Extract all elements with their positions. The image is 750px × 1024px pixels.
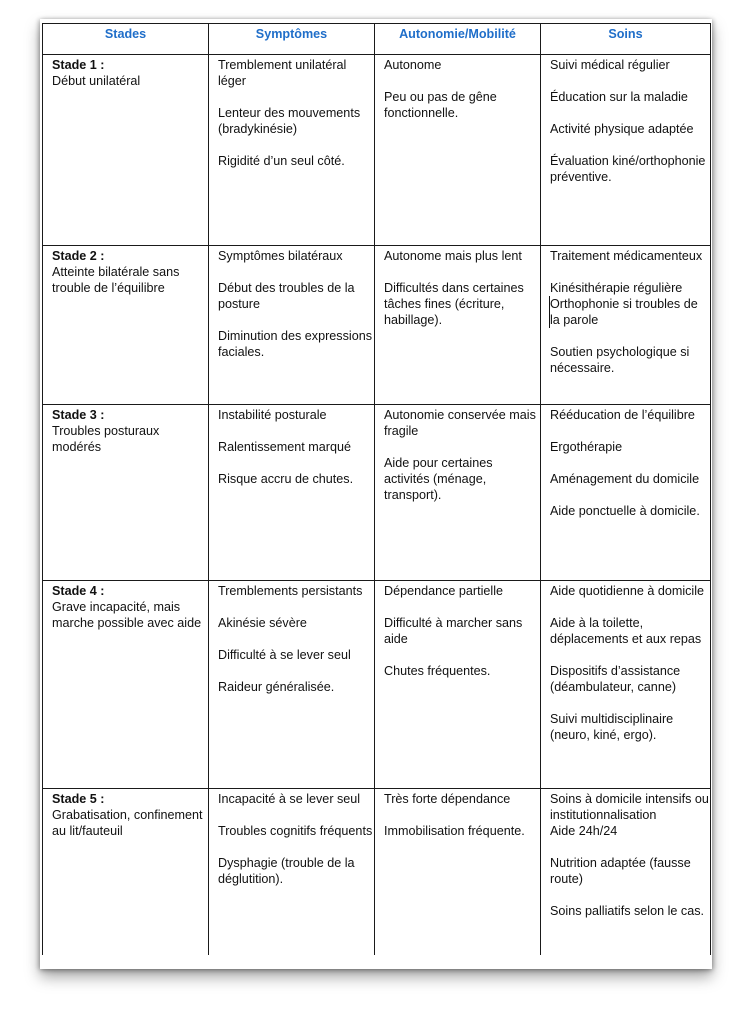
stage-description: Début unilatéral <box>52 74 141 88</box>
symptom-item: Troubles cognitifs fréquents <box>218 824 373 838</box>
autonomy-item: Autonome mais plus lent <box>384 249 522 263</box>
care-item: Suivi médical régulier <box>550 58 670 72</box>
symptoms-cell <box>209 55 375 246</box>
stage-description: Troubles posturaux modérés <box>52 424 160 454</box>
care-item: Kinésithérapie régulière <box>550 281 683 295</box>
autonomy-item: Très forte dépendance <box>384 792 511 806</box>
care-item: Rééducation de l’équilibre <box>550 408 695 422</box>
care-item: Aménagement du domicile <box>550 472 700 486</box>
symptom-item: Lenteur des mouvements (bradykinésie) <box>218 106 361 136</box>
care-cell <box>541 55 711 246</box>
document-page <box>40 19 712 969</box>
header-stades: Stades <box>43 24 209 55</box>
symptom-item: Incapacité à se lever seul <box>218 792 361 806</box>
symptoms-cell <box>209 789 375 956</box>
care-item: Éducation sur la maladie <box>550 90 688 104</box>
symptom-item: Tremblement unilatéral léger <box>218 58 347 88</box>
symptoms-cell <box>209 581 375 789</box>
care-item: Soutien psychologique si nécessaire. <box>550 345 690 375</box>
care-item: Nutrition adaptée (fausse route) <box>550 856 691 886</box>
care-item: Aide à la toilette, déplacements et aux repas <box>550 616 702 646</box>
symptom-item: Raideur généralisée. <box>218 680 335 694</box>
symptom-item: Ralentissement marqué <box>218 440 351 454</box>
autonomy-item: Immobilisation fréquente. <box>384 824 525 838</box>
table-row-stade-3 <box>43 405 711 581</box>
table-row-stade-1 <box>43 55 711 246</box>
stage-title: Stade 3 : <box>52 408 105 422</box>
stage-description: Grabatisation, confinement au lit/fauteuil <box>52 808 203 838</box>
symptoms-cell <box>209 405 375 581</box>
care-cell <box>541 405 711 581</box>
symptom-item: Difficulté à se lever seul <box>218 648 351 662</box>
table-row-stade-4 <box>43 581 711 789</box>
header-autonomie-mobilite: Autonomie/Mobilité <box>375 24 541 55</box>
symptom-item: Début des troubles de la posture <box>218 281 355 311</box>
stage-cell <box>43 55 209 246</box>
symptom-item: Risque accru de chutes. <box>218 472 354 486</box>
stage-cell <box>43 246 209 405</box>
stage-cell <box>43 581 209 789</box>
care-item: Aide 24h/24 <box>550 824 618 838</box>
care-cell <box>541 789 711 956</box>
autonomy-item: Difficultés dans certaines tâches fines (écriture, habillage). <box>384 281 524 327</box>
care-item: Ergothérapie <box>550 440 623 454</box>
symptom-item: Dysphagie (trouble de la déglutition). <box>218 856 355 886</box>
stage-title: Stade 1 : <box>52 58 105 72</box>
autonomy-cell <box>375 581 541 789</box>
autonomy-item: Chutes fréquentes. <box>384 664 491 678</box>
table-row-stade-5 <box>43 789 711 956</box>
autonomy-item: Autonomie conservée mais fragile <box>384 408 536 438</box>
stage-description: Grave incapacité, mais marche possible avec aide <box>52 600 202 630</box>
symptom-item: Symptômes bilatéraux <box>218 249 343 263</box>
autonomy-item: Aide pour certaines activités (ménage, transport). <box>384 456 493 502</box>
care-item: Traitement médicamenteux <box>550 249 703 263</box>
stage-title: Stade 2 : <box>52 249 105 263</box>
symptom-item: Rigidité d’un seul côté. <box>218 154 345 168</box>
stage-description: Atteinte bilatérale sans trouble de l’équilibre <box>52 265 180 295</box>
care-cell <box>541 581 711 789</box>
stage-cell <box>43 405 209 581</box>
autonomy-item: Peu ou pas de gêne fonctionnelle. <box>384 90 497 120</box>
autonomy-item: Autonome <box>384 58 442 72</box>
autonomy-item: Difficulté à marcher sans aide <box>384 616 523 646</box>
symptom-item: Diminution des expressions faciales. <box>218 329 372 359</box>
care-item: Aide ponctuelle à domicile. <box>550 504 700 518</box>
stage-title: Stade 4 : <box>52 584 105 598</box>
symptoms-cell <box>209 246 375 405</box>
symptom-item: Tremblements persistants <box>218 584 363 598</box>
autonomy-cell <box>375 405 541 581</box>
care-item: Suivi multidisciplinaire (neuro, kiné, ergo). <box>550 712 674 742</box>
care-item: Dispositifs d’assistance (déambulateur, canne) <box>550 664 681 694</box>
care-item: Soins palliatifs selon le cas. <box>550 904 705 918</box>
autonomy-item: Dépendance partielle <box>384 584 504 598</box>
header-soins: Soins <box>541 24 711 55</box>
symptom-item: Akinésie sévère <box>218 616 307 630</box>
symptom-item: Instabilité posturale <box>218 408 327 422</box>
autonomy-cell <box>375 246 541 405</box>
autonomy-cell <box>375 789 541 956</box>
autonomy-cell <box>375 55 541 246</box>
care-item: Soins à domicile intensifs ou institutionnalisation <box>550 792 709 822</box>
parkinson-stages-table <box>42 23 711 955</box>
care-item: Aide quotidienne à domicile <box>550 584 705 598</box>
care-item: Orthophonie si troubles de la parole <box>549 296 710 328</box>
care-cell <box>541 246 711 405</box>
table-row-stade-2 <box>43 246 711 405</box>
stage-cell <box>43 789 209 956</box>
stage-title: Stade 5 : <box>52 792 105 806</box>
table-header-row <box>43 24 711 55</box>
care-item: Activité physique adaptée <box>550 122 694 136</box>
care-item: Évaluation kiné/orthophonie préventive. <box>550 154 706 184</box>
header-symptomes: Symptômes <box>209 24 375 55</box>
